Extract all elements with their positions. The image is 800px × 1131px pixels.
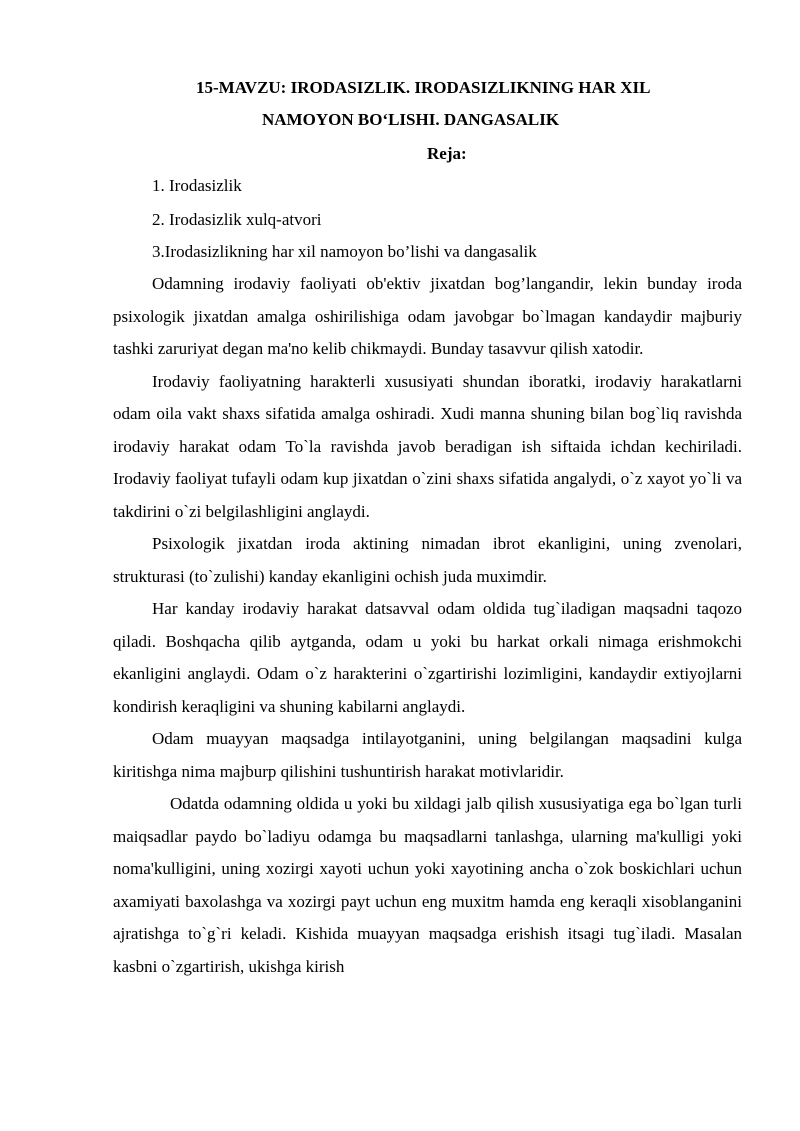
paragraph: Har kanday irodaviy harakat datsavval odam oldida tug`iladigan maqsadni taqozo qiladi. Boshqacha qilib aytganda, odam u yoki bu harkat orkali nimaga erishmokchi ekanligini anglaydi. Odam o`z harakterini o`zgartirishi lozimligini, kandaydir extiyojlarni kondirish keraqligini va shuning kabilarni anglaydi. (113, 599, 742, 716)
paragraph: Odam muayyan maqsadga intilayotganini, uning belgilangan maqsadini kulga kiritishga nima majburp qilishini tushuntirish harakat motivlaridir. (113, 729, 742, 781)
title-line-1: 15-MAVZU: IRODASIZLIK. IRODASIZLIKNING HAR XIL (196, 78, 651, 97)
body-text (113, 268, 742, 983)
paragraph: Odamning irodaviy faoliyati ob'ektiv jixatdan bog’langandir, lekin bunday iroda psixologik jixatdan amalga oshirilishiga odam javobgar bo`lmagan kandaydir majburiy tashki zaruriyat degan ma'no kelib chikmaydi. Bunday tasavvur qilish xatodir. (113, 274, 742, 358)
title-line-2: NAMOYON BO‘LISHI. DANGASALIK (262, 110, 560, 129)
plan-item: 3.Irodasizlikning har xil namoyon bo’lishi va dangasalik (152, 242, 537, 261)
paragraph: Irodaviy faoliyatning harakterli xususiyati shundan iboratki, irodaviy harakatlarni odam oila vakt shaxs sifatida amalga oshiradi. Xudi manna shuning bilan bog`liq ravishda irodaviy harakat odam To`la ravishda javob beradigan ish siftaida ichdan kechiriladi. Irodaviy faoliyat tufayli odam kup jixatdan o`zini shaxs sifatida angalydi, o`z xayot yo`li va takdirini o`zi belgilashligini anglaydi. (113, 371, 742, 521)
paragraph: Odatda odamning oldida u yoki bu xildagi jalb qilish xususiyatiga ega bo`lgan turli maiqsadlar paydo bo`ladiyu odamga bu maqsadlarni tanlashga, ularning ma'kulligi yoki noma'kulligini, uning xozirgi xayoti uchun yoki xayotining ancha o`zok boskichlari uchun axamiyati baxolashga va xozirgi payt uchun eng muxitm hamda eng keraqli xisoblanganini ajratishga to`g`ri keladi. Kishida muayyan maqsadga erishish itsagi tug`iladi. Masalan kasbni o`zgartirish, ukishga kirish (113, 794, 742, 976)
paragraph: Psixologik jixatdan iroda aktining nimadan ibrot ekanligini, uning zvenolari, strukturasi (to`zulishi) kanday ekanligini ochish juda muximdir. (113, 534, 742, 586)
plan-item: 1. Irodasizlik (152, 176, 242, 195)
plan-heading: Reja: (427, 144, 467, 163)
plan-item: 2. Irodasizlik xulq-atvori (152, 210, 322, 229)
